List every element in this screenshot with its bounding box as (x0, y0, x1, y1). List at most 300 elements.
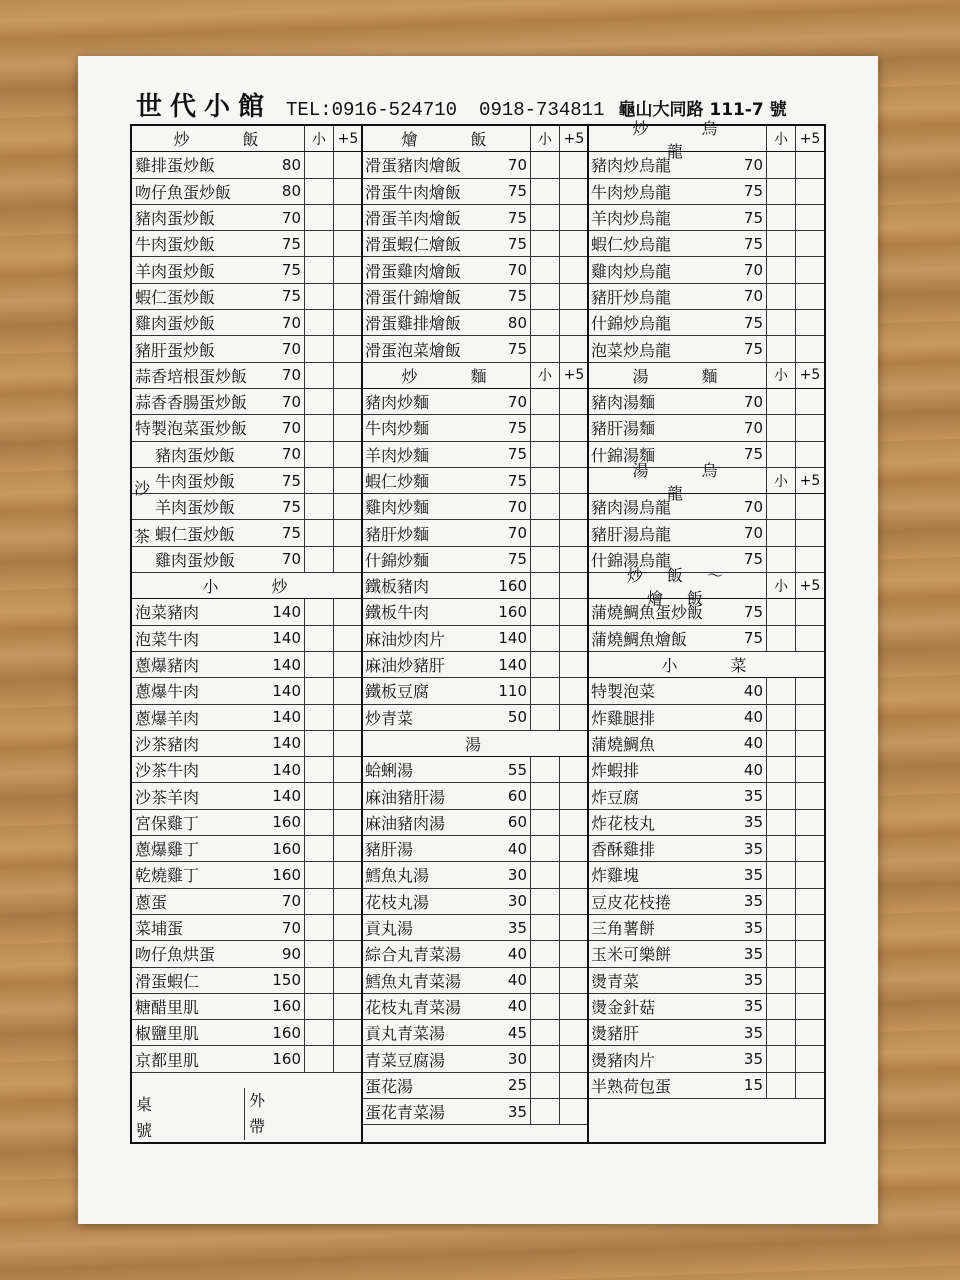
plus5-qty-box[interactable] (333, 389, 362, 414)
menu-item-row (132, 257, 362, 283)
plus5-qty-box[interactable] (559, 310, 588, 335)
menu-item-price: 75 (507, 445, 527, 464)
menu-item-price: 40 (507, 944, 527, 963)
plus5-qty-box[interactable] (559, 468, 588, 493)
small-qty-box[interactable] (530, 494, 559, 519)
menu-item-name: 羊肉蛋炒飯 (155, 498, 236, 518)
menu-item-name: 雞排蛋炒飯 (135, 156, 216, 176)
plus5-qty-box[interactable] (795, 442, 824, 467)
menu-item-name: 牛肉炒麵 (365, 419, 430, 439)
menu-item-row (362, 442, 588, 468)
plus5-qty-box[interactable] (795, 968, 824, 993)
small-qty-box[interactable] (766, 1020, 795, 1045)
small-qty-box[interactable] (304, 547, 333, 572)
plus5-qty-box[interactable] (795, 810, 824, 835)
plus5-qty-box[interactable] (795, 731, 824, 756)
plus5-qty-box[interactable] (795, 626, 824, 651)
section-side-dishes (588, 652, 824, 678)
small-qty-box[interactable] (304, 889, 333, 914)
plus5-qty-box[interactable] (795, 757, 824, 782)
menu-item-name: 椒鹽里肌 (135, 1024, 200, 1044)
menu-item-name: 滑蛋牛肉燴飯 (365, 182, 462, 202)
plus5-qty-box[interactable] (333, 1046, 362, 1071)
menu-item-price: 140 (498, 655, 527, 674)
plus5-qty-box[interactable] (795, 205, 824, 230)
plus5-qty-box[interactable] (333, 889, 362, 914)
plus5-qty-box[interactable] (333, 547, 362, 572)
small-qty-box[interactable] (304, 941, 333, 966)
menu-item-name: 豬肝炒烏龍 (591, 287, 672, 307)
small-qty-box[interactable] (304, 1020, 333, 1045)
menu-item-price: 70 (743, 155, 763, 174)
menu-item-price: 160 (272, 997, 301, 1016)
menu-item-name: 雞肉蛋炒飯 (135, 314, 216, 334)
small-qty-box[interactable] (766, 152, 795, 177)
menu-item-name: 蒲燒鯛魚 (591, 734, 656, 754)
small-qty-box[interactable] (766, 757, 795, 782)
plus5-qty-box[interactable] (795, 389, 824, 414)
plus5-qty-box[interactable] (333, 468, 362, 493)
plus5-qty-box[interactable] (559, 968, 588, 993)
plus5-qty-box[interactable] (559, 494, 588, 519)
small-qty-box[interactable] (766, 494, 795, 519)
column-udon-sides (588, 118, 824, 1099)
small-qty-box[interactable] (530, 626, 559, 651)
menu-item-row (588, 257, 824, 283)
small-qty-box[interactable] (766, 994, 795, 1019)
menu-item-name: 鱈魚丸湯 (365, 866, 430, 886)
small-qty-box[interactable] (530, 810, 559, 835)
menu-item-row (132, 915, 362, 941)
menu-item-name: 滑蛋什錦燴飯 (365, 287, 462, 307)
menu-item-name: 泡菜豬肉 (135, 603, 200, 623)
menu-item-row (362, 494, 588, 520)
plus5-qty-box[interactable] (795, 862, 824, 887)
plus5-qty-box[interactable] (333, 810, 362, 835)
small-qty-box[interactable] (766, 310, 795, 335)
menu-item-name: 蛤蜊湯 (365, 761, 414, 781)
small-qty-box[interactable] (530, 705, 559, 730)
small-qty-box[interactable] (530, 678, 559, 703)
plus5-qty-box[interactable] (333, 783, 362, 808)
address: 龜山大同路 111-7 號 (618, 100, 787, 120)
small-qty-box[interactable] (766, 205, 795, 230)
small-qty-box[interactable] (304, 336, 333, 361)
plus5-qty-box[interactable] (795, 284, 824, 309)
plus5-qty-box[interactable] (333, 284, 362, 309)
small-qty-box[interactable] (304, 152, 333, 177)
menu-item-row (588, 389, 824, 415)
small-qty-box[interactable] (530, 1073, 559, 1098)
menu-item-price: 75 (507, 234, 527, 253)
plus5-qty-box[interactable] (333, 941, 362, 966)
plus5-qty-box[interactable] (559, 915, 588, 940)
small-qty-box[interactable] (766, 257, 795, 282)
plus5-qty-box[interactable] (559, 389, 588, 414)
menu-item-name: 蛋花湯 (365, 1076, 414, 1096)
small-qty-box[interactable] (766, 705, 795, 730)
menu-item-row (588, 1073, 824, 1099)
plus5-qty-box[interactable] (333, 862, 362, 887)
plus5-qty-box[interactable] (333, 968, 362, 993)
menu-item-name: 蝦仁炒麵 (365, 472, 430, 491)
plus5-qty-box[interactable] (795, 1020, 824, 1045)
plus5-qty-box[interactable] (795, 179, 824, 204)
plus5-qty-box[interactable] (333, 363, 362, 388)
menu-item-price: 60 (507, 813, 527, 832)
small-qty-box[interactable] (530, 915, 559, 940)
plus5-qty-box[interactable] (559, 1020, 588, 1045)
plus5-qty-box[interactable] (559, 573, 588, 598)
menu-item-row (362, 599, 588, 625)
section-stir-fry (132, 573, 362, 599)
small-qty-box[interactable] (766, 941, 795, 966)
menu-item-row (362, 836, 588, 862)
telephone: TEL:0916-524710 (286, 99, 458, 121)
plus5-qty-box[interactable] (333, 626, 362, 651)
plus5-qty-box[interactable] (333, 310, 362, 335)
menu-item-price: 75 (743, 602, 763, 621)
small-qty-box[interactable] (766, 336, 795, 361)
section-rice-combo (588, 565, 824, 608)
menu-item-row (132, 836, 362, 862)
plus5-qty-box[interactable] (559, 1099, 588, 1124)
plus5-qty-box[interactable] (559, 152, 588, 177)
menu-item-name: 泡菜牛肉 (135, 629, 200, 649)
menu-item-price: 90 (281, 944, 301, 963)
small-qty-box[interactable] (304, 705, 333, 730)
plus5-qty-box[interactable] (795, 836, 824, 861)
plus5-qty-box[interactable] (333, 994, 362, 1019)
menu-item-row (588, 1020, 824, 1046)
menu-item-name: 牛肉炒烏龍 (591, 182, 672, 202)
plus5-qty-box[interactable] (795, 941, 824, 966)
plus5-qty-box[interactable] (559, 599, 588, 624)
menu-item-row (362, 810, 588, 836)
small-qty-box[interactable] (304, 652, 333, 677)
small-qty-box[interactable] (304, 862, 333, 887)
menu-item-name: 炸蝦排 (591, 761, 640, 781)
small-qty-box[interactable] (304, 915, 333, 940)
small-qty-box[interactable] (530, 520, 559, 545)
plus5-qty-box[interactable] (795, 889, 824, 914)
plus5-header: +5 (559, 363, 588, 388)
small-qty-box[interactable] (766, 810, 795, 835)
plus5-qty-box[interactable] (559, 415, 588, 440)
small-qty-box[interactable] (304, 494, 333, 519)
plus5-qty-box[interactable] (559, 284, 588, 309)
menu-item-row (588, 310, 824, 336)
small-qty-box[interactable] (304, 520, 333, 545)
plus5-qty-box[interactable] (559, 231, 588, 256)
small-qty-box[interactable] (530, 179, 559, 204)
small-qty-box[interactable] (304, 442, 333, 467)
menu-item-name: 燙豬肉片 (591, 1050, 656, 1070)
small-qty-box[interactable] (766, 626, 795, 651)
small-size-header: 小 (530, 126, 559, 151)
plus5-qty-box[interactable] (559, 1073, 588, 1098)
menu-item-price: 110 (498, 681, 527, 700)
small-qty-box[interactable] (304, 468, 333, 493)
plus5-qty-box[interactable] (795, 783, 824, 808)
menu-item-row (588, 783, 824, 809)
plus5-qty-box[interactable] (795, 494, 824, 519)
plus5-qty-box[interactable] (333, 257, 362, 282)
small-qty-box[interactable] (530, 152, 559, 177)
menu-item-price: 150 (272, 971, 301, 990)
small-qty-box[interactable] (766, 231, 795, 256)
plus5-qty-box[interactable] (333, 836, 362, 861)
plus5-qty-box[interactable] (333, 678, 362, 703)
plus5-header: +5 (559, 126, 588, 151)
plus5-qty-box[interactable] (333, 652, 362, 677)
menu-item-price: 75 (281, 261, 301, 280)
menu-item-name: 什錦湯烏龍 (591, 550, 672, 570)
small-qty-box[interactable] (530, 573, 559, 598)
small-qty-box[interactable] (304, 836, 333, 861)
small-qty-box[interactable] (530, 310, 559, 335)
plus5-qty-box[interactable] (795, 915, 824, 940)
plus5-qty-box[interactable] (795, 310, 824, 335)
plus5-qty-box[interactable] (333, 757, 362, 782)
small-qty-box[interactable] (304, 810, 333, 835)
small-qty-box[interactable] (766, 284, 795, 309)
small-qty-box[interactable] (304, 363, 333, 388)
plus5-qty-box[interactable] (559, 205, 588, 230)
shop-name: 世代小館 (136, 92, 273, 122)
small-qty-box[interactable] (766, 968, 795, 993)
plus5-qty-box[interactable] (559, 705, 588, 730)
plus5-qty-box[interactable] (333, 599, 362, 624)
menu-item-row (132, 889, 362, 915)
small-qty-box[interactable] (530, 1099, 559, 1124)
small-qty-box[interactable] (766, 442, 795, 467)
menu-item-row (362, 678, 588, 704)
menu-item-price: 140 (272, 655, 301, 674)
small-qty-box[interactable] (304, 626, 333, 651)
menu-item-price: 70 (507, 261, 527, 280)
sacha-label-1: 沙 (133, 479, 150, 498)
menu-item-name: 吻仔魚烘蛋 (135, 945, 216, 965)
plus5-qty-box[interactable] (795, 994, 824, 1019)
plus5-qty-box[interactable] (333, 520, 362, 545)
plus5-header: +5 (333, 126, 362, 151)
plus5-qty-box[interactable] (795, 415, 824, 440)
menu-item-row (362, 336, 588, 362)
small-qty-box[interactable] (766, 389, 795, 414)
small-qty-box[interactable] (304, 783, 333, 808)
small-qty-box[interactable] (304, 599, 333, 624)
plus5-qty-box[interactable] (795, 678, 824, 703)
plus5-qty-box[interactable] (559, 941, 588, 966)
plus5-qty-box[interactable] (333, 915, 362, 940)
plus5-qty-box[interactable] (333, 336, 362, 361)
plus5-qty-box[interactable] (333, 415, 362, 440)
menu-item-price: 160 (272, 1023, 301, 1042)
plus5-qty-box[interactable] (559, 810, 588, 835)
menu-item-price: 35 (743, 1023, 763, 1042)
plus5-qty-box[interactable] (559, 257, 588, 282)
table-label-bottom: 號 (136, 1121, 153, 1140)
plus5-qty-box[interactable] (559, 652, 588, 677)
menu-item-name: 蔥爆牛肉 (135, 682, 200, 702)
mobile-phone: 0918-734811 (479, 99, 605, 121)
plus5-qty-box[interactable] (559, 520, 588, 545)
small-qty-box[interactable] (530, 415, 559, 440)
plus5-qty-box[interactable] (333, 705, 362, 730)
small-qty-box[interactable] (530, 389, 559, 414)
menu-item-row (132, 678, 362, 704)
small-qty-box[interactable] (530, 757, 559, 782)
small-qty-box[interactable] (304, 231, 333, 256)
plus5-qty-box[interactable] (559, 836, 588, 861)
small-qty-box[interactable] (304, 179, 333, 204)
plus5-qty-box[interactable] (333, 1020, 362, 1045)
plus5-qty-box[interactable] (795, 231, 824, 256)
small-qty-box[interactable] (530, 599, 559, 624)
small-qty-box[interactable] (766, 179, 795, 204)
small-qty-box[interactable] (766, 836, 795, 861)
small-qty-box[interactable] (766, 731, 795, 756)
column-divider (361, 126, 363, 1142)
small-qty-box[interactable] (766, 1046, 795, 1071)
plus5-qty-box[interactable] (795, 1046, 824, 1071)
menu-item-price: 140 (272, 760, 301, 779)
small-qty-box[interactable] (530, 889, 559, 914)
plus5-qty-box[interactable] (333, 442, 362, 467)
small-qty-box[interactable] (766, 547, 795, 572)
plus5-qty-box[interactable] (795, 705, 824, 730)
plus5-qty-box[interactable] (795, 547, 824, 572)
menu-item-row (132, 336, 362, 362)
plus5-qty-box[interactable] (559, 862, 588, 887)
small-qty-box[interactable] (530, 994, 559, 1019)
small-qty-box[interactable] (766, 678, 795, 703)
menu-item-row (132, 442, 362, 468)
menu-item-row (362, 1046, 588, 1072)
menu-item-name: 蒜香香腸蛋炒飯 (135, 393, 248, 413)
small-qty-box[interactable] (304, 757, 333, 782)
small-qty-box[interactable] (766, 889, 795, 914)
small-qty-box[interactable] (304, 968, 333, 993)
column-divider (587, 126, 589, 1142)
menu-item-name: 炸雞腿排 (591, 708, 656, 728)
plus5-qty-box[interactable] (333, 152, 362, 177)
small-qty-box[interactable] (530, 231, 559, 256)
small-qty-box[interactable] (766, 1073, 795, 1098)
small-qty-box[interactable] (304, 257, 333, 282)
small-qty-box[interactable] (766, 599, 795, 624)
plus5-qty-box[interactable] (333, 494, 362, 519)
takeout-label-bottom: 帶 (249, 1117, 266, 1136)
small-qty-box[interactable] (530, 783, 559, 808)
plus5-qty-box[interactable] (559, 757, 588, 782)
menu-item-name: 鱈魚丸青菜湯 (365, 971, 462, 991)
plus5-qty-box[interactable] (795, 152, 824, 177)
small-qty-box[interactable] (766, 915, 795, 940)
small-qty-box[interactable] (530, 941, 559, 966)
menu-item-price: 80 (507, 313, 527, 332)
plus5-qty-box[interactable] (795, 599, 824, 624)
small-qty-box[interactable] (530, 1020, 559, 1045)
menu-item-price: 35 (743, 1050, 763, 1069)
plus5-qty-box[interactable] (559, 179, 588, 204)
small-qty-box[interactable] (530, 442, 559, 467)
menu-grid (130, 118, 826, 1144)
plus5-qty-box[interactable] (559, 336, 588, 361)
small-qty-box[interactable] (304, 415, 333, 440)
small-qty-box[interactable] (304, 205, 333, 230)
plus5-qty-box[interactable] (559, 994, 588, 1019)
menu-item-row (362, 757, 588, 783)
plus5-header: +5 (795, 573, 824, 598)
small-qty-box[interactable] (530, 836, 559, 861)
plus5-qty-box[interactable] (795, 1073, 824, 1098)
column-fried-rice-stirfry (132, 126, 362, 1073)
menu-item-name: 羊肉炒麵 (365, 445, 430, 465)
small-qty-box[interactable] (304, 678, 333, 703)
plus5-qty-box[interactable] (559, 547, 588, 572)
plus5-qty-box[interactable] (559, 626, 588, 651)
plus5-qty-box[interactable] (559, 783, 588, 808)
small-qty-box[interactable] (530, 652, 559, 677)
small-qty-box[interactable] (304, 284, 333, 309)
menu-item-row (588, 284, 824, 310)
small-qty-box[interactable] (530, 862, 559, 887)
menu-item-name: 鐵板豬肉 (365, 577, 430, 597)
menu-item-name: 吻仔魚蛋炒飯 (135, 182, 232, 202)
small-qty-box[interactable] (766, 783, 795, 808)
small-qty-box[interactable] (766, 862, 795, 887)
plus5-qty-box[interactable] (333, 179, 362, 204)
plus5-qty-box[interactable] (559, 889, 588, 914)
small-qty-box[interactable] (304, 389, 333, 414)
section-title: 燴 飯 (401, 130, 511, 150)
menu-item-price: 30 (507, 865, 527, 884)
small-qty-box[interactable] (766, 520, 795, 545)
plus5-qty-box[interactable] (333, 205, 362, 230)
menu-item-name: 蝦仁蛋炒飯 (135, 287, 216, 307)
menu-item-name: 麻油炒肉片 (365, 629, 446, 649)
menu-item-name: 什錦炒麵 (365, 550, 430, 570)
small-qty-box[interactable] (304, 1046, 333, 1071)
small-size-header: 小 (766, 363, 795, 388)
small-qty-box[interactable] (304, 994, 333, 1019)
small-qty-box[interactable] (766, 415, 795, 440)
small-qty-box[interactable] (530, 468, 559, 493)
menu-item-name: 麻油豬肉湯 (365, 813, 446, 833)
plus5-qty-box[interactable] (795, 520, 824, 545)
menu-item-row (362, 284, 588, 310)
plus5-qty-box[interactable] (795, 336, 824, 361)
plus5-qty-box[interactable] (559, 678, 588, 703)
small-qty-box[interactable] (530, 547, 559, 572)
plus5-qty-box[interactable] (559, 1046, 588, 1071)
small-qty-box[interactable] (530, 968, 559, 993)
plus5-qty-box[interactable] (333, 231, 362, 256)
small-qty-box[interactable] (530, 284, 559, 309)
small-qty-box[interactable] (530, 1046, 559, 1071)
menu-item-price: 140 (272, 681, 301, 700)
small-qty-box[interactable] (530, 336, 559, 361)
plus5-qty-box[interactable] (559, 442, 588, 467)
plus5-qty-box[interactable] (333, 731, 362, 756)
small-qty-box[interactable] (304, 731, 333, 756)
small-qty-box[interactable] (304, 310, 333, 335)
small-qty-box[interactable] (530, 205, 559, 230)
plus5-qty-box[interactable] (795, 257, 824, 282)
small-qty-box[interactable] (530, 257, 559, 282)
